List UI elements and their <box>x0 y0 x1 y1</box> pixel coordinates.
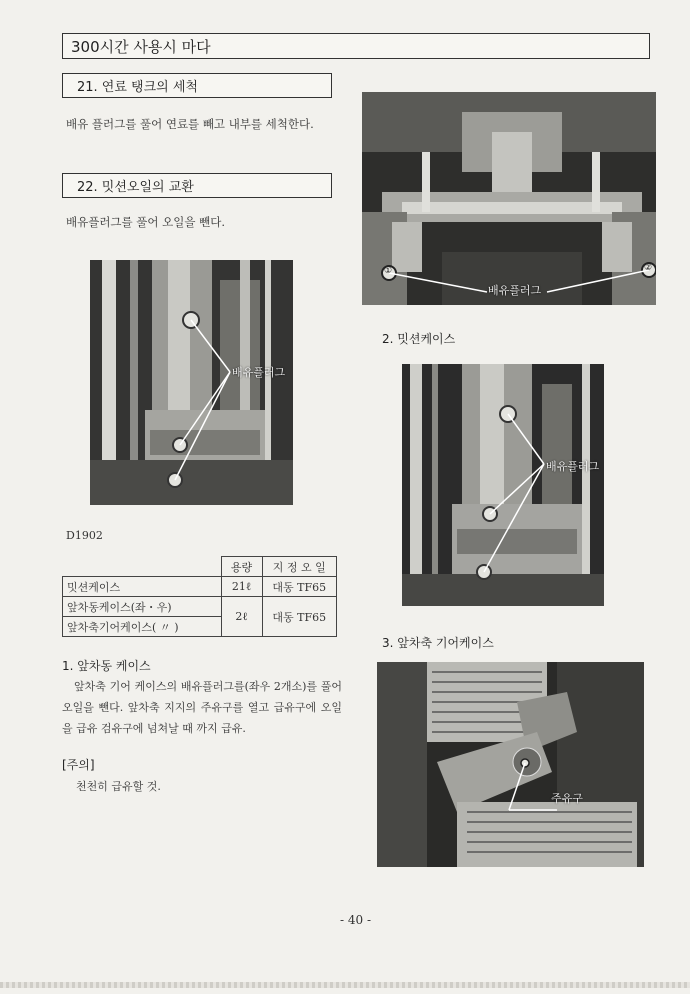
section-22-title: 22. 밋션오일의 교환 <box>77 180 194 195</box>
gear-case-photo <box>377 662 644 867</box>
spec-row-oil: 대동 TF65 <box>262 577 337 597</box>
front-case-body: 앞차축 기어 케이스의 배유플러그를(좌우 2개소)를 풀어 오일을 뺀다. 앞차축 지지의 주유구를 열고 급유구에 오일을 급유 검유구에 넘쳐날 때 까지 급유. <box>62 680 342 735</box>
front-case-title: 1. 앞차동 케이스 <box>62 659 151 673</box>
spec-table-header-row <box>63 557 337 577</box>
left-photo-callout: 배유플러그 <box>232 366 286 379</box>
caution-body: 천천히 급유할 것. <box>76 780 161 793</box>
spec-row-capacity: 2ℓ <box>221 597 262 637</box>
section-21-body: 배유 플러그를 풀어 연료를 빼고 내부를 세척한다. <box>66 117 314 131</box>
page-header <box>62 33 650 59</box>
caption-transmission-case: 2. 밋션케이스 <box>382 332 456 346</box>
scan-edge-divider <box>0 982 690 988</box>
spec-row-name: 앞차축기어케이스( 〃 ) <box>63 617 222 637</box>
spec-header-oil: 지 정 오 일 <box>262 557 337 577</box>
spec-row-capacity: 21ℓ <box>221 577 262 597</box>
spec-header-empty <box>63 557 222 577</box>
transmission-photo-right <box>402 364 604 606</box>
table-row <box>63 597 337 617</box>
spec-row-name: 앞차동케이스(좌・우) <box>63 597 222 617</box>
caption-front-axle-gear-case: 3. 앞차축 기어케이스 <box>382 636 494 650</box>
section-21-title-box <box>62 73 332 98</box>
spec-row-oil: 대동 TF65 <box>262 597 337 637</box>
right-photo-callout: 배유플러그 <box>546 460 600 473</box>
front-axle-photo <box>362 92 656 305</box>
caution-title: [주의] <box>62 758 95 772</box>
page-title: 300시간 사용시 마다 <box>71 37 211 56</box>
figure-code: D1902 <box>66 529 103 542</box>
page-number: - 40 - <box>340 913 372 927</box>
spec-row-name: 밋션케이스 <box>63 577 222 597</box>
front-axle-callout: 배유플러그 <box>488 284 542 297</box>
section-22-body: 배유플러그를 풀어 오일을 뺀다. <box>66 215 226 229</box>
front-axle-marker-left: ① <box>384 266 393 276</box>
spec-header-capacity: 용량 <box>221 557 262 577</box>
transmission-photo-left <box>90 260 293 505</box>
section-21-title: 21. 연료 탱크의 세척 <box>77 80 198 95</box>
spec-table <box>62 556 337 637</box>
table-row <box>63 577 337 597</box>
front-axle-marker-right: ② <box>644 263 653 273</box>
section-22-title-box <box>62 173 332 198</box>
gear-case-callout: 주유구 <box>551 792 583 805</box>
